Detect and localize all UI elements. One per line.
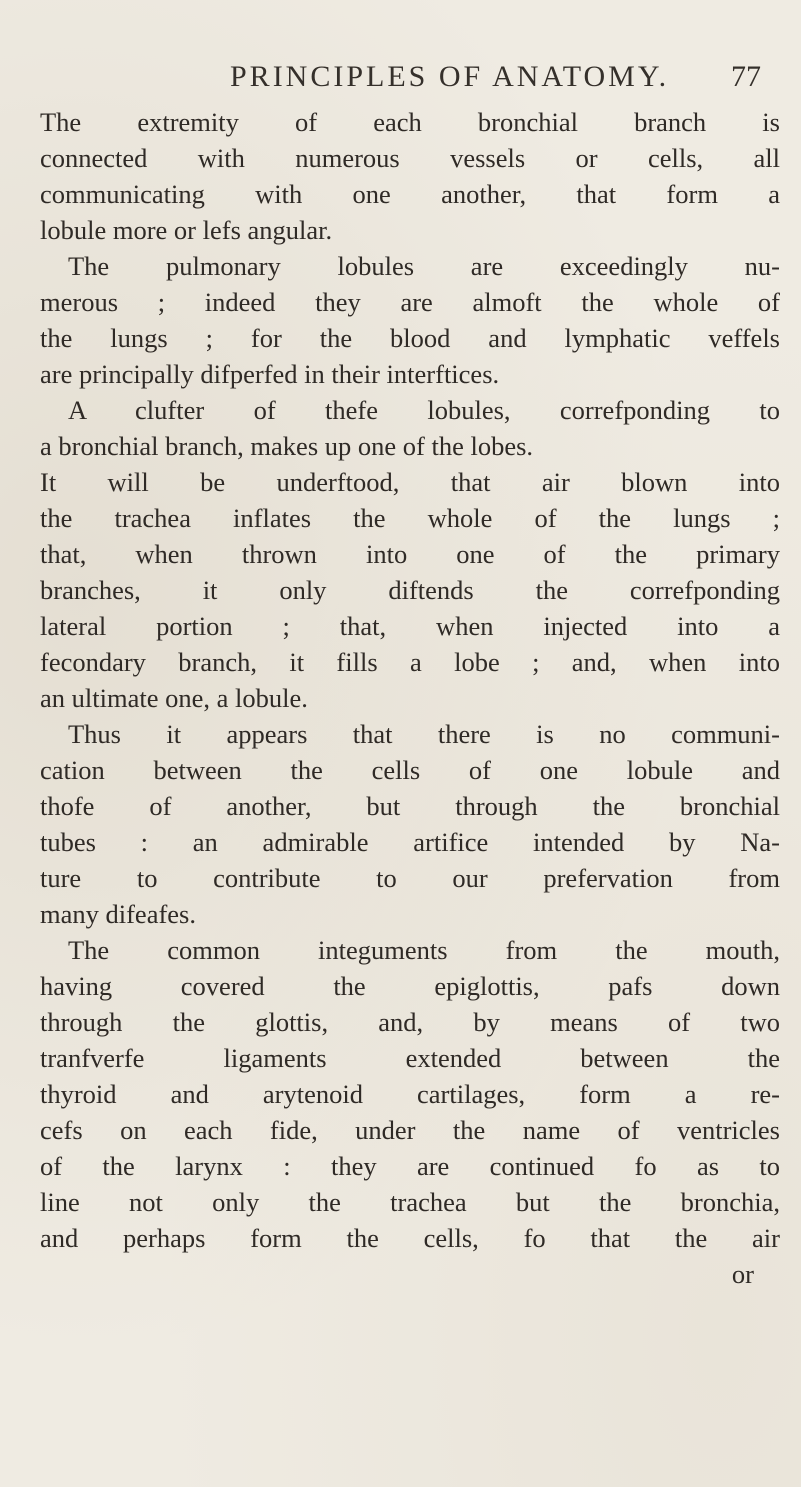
page-number: 77 [731,60,761,93]
text-line: The extremity of each bronchial branch is [40,107,780,137]
text-line: thyroid and arytenoid cartilages, form a re- [40,1079,780,1109]
text-line: the trachea inflates the whole of the lungs ; [40,503,780,533]
text-line: ture to contribute to our prefervation from [40,863,780,893]
text-line: an ultimate one, a lobule. [40,683,308,713]
text-line: The common integuments from the mouth, [68,935,780,965]
text-line: A clufter of thefe lobules, correfponding to [68,395,780,425]
text-line: cefs on each fide, under the name of ventricles [40,1115,780,1145]
text-line: lateral portion ; that, when injected into a [40,611,780,641]
text-line: are principally difperfed in their interftices. [40,359,500,389]
running-title: PRINCIPLES OF ANATOMY. [230,60,670,93]
text-line: The pulmonary lobules are exceedingly nu- [68,251,780,281]
text-line: tranfverfe ligaments extended between the [40,1043,780,1073]
text-line: and perhaps form the cells, fo that the air [40,1223,780,1253]
text-line: fecondary branch, it fills a lobe ; and, when into [40,647,780,677]
text-line: having covered the epiglottis, pafs down [40,971,780,1001]
text-line: the lungs ; for the blood and lymphatic veffels [40,323,780,353]
text-line: that, when thrown into one of the primary [40,539,780,569]
text-line: a bronchial branch, makes up one of the lobes. [40,431,534,461]
text-line: lobule more or lefs angular. [40,215,333,245]
text-line: It will be underftood, that air blown into [40,467,780,497]
text-line: branches, it only diftends the correfponding [40,575,780,605]
text-line: many difeafes. [40,899,196,929]
text-line: of the larynx : they are continued fo as to [40,1151,780,1181]
body-text [40,104,780,1292]
text-line: merous ; indeed they are almoft the whole of [40,287,780,317]
text-line: through the glottis, and, by means of two [40,1007,780,1037]
catchword: or [731,1259,754,1289]
text-line: cation between the cells of one lobule and [40,755,780,785]
running-head [0,60,801,104]
text-line: communicating with one another, that form a [40,179,780,209]
text-line: thofe of another, but through the bronchial [40,791,780,821]
text-line: connected with numerous vessels or cells, all [40,143,780,173]
text-line: tubes : an admirable artifice intended by Na- [40,827,780,857]
text-line: Thus it appears that there is no communi- [68,719,780,749]
text-line: line not only the trachea but the bronchia, [40,1187,780,1217]
